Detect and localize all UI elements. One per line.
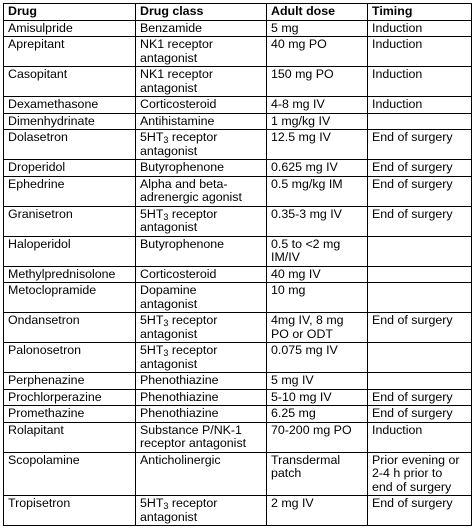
- cell-drug: [4, 20, 136, 37]
- table-row: [4, 422, 472, 452]
- cell-drug-text: Amisulpride: [8, 20, 73, 35]
- cell-drug: [4, 37, 136, 67]
- cell-drug-class: [136, 176, 267, 206]
- cell-drug-class: [136, 373, 267, 390]
- cell-drug-text: Palonosetron: [8, 343, 82, 357]
- cell-timing-text: End of surgery: [372, 406, 453, 420]
- cell-drug: [4, 176, 136, 206]
- table-row: [4, 67, 472, 97]
- cell-adult-dose-text: 2 mg IV: [271, 496, 314, 510]
- cell-drug-text: Dexamethasone: [8, 97, 99, 111]
- cell-drug-text: Dimenhydrinate: [8, 113, 95, 128]
- header-adult-dose: Adult dose: [267, 4, 368, 21]
- cell-drug-class: [136, 452, 267, 496]
- cell-adult-dose-text: Transdermal patch: [271, 452, 341, 480]
- cell-drug-class: [136, 422, 267, 452]
- cell-drug-class-text: Substance P/NK-1 receptor antagonist: [140, 422, 247, 450]
- cell-timing: [368, 266, 472, 283]
- cell-adult-dose-text: 0.5 to <2 mg IM/IV: [271, 236, 341, 264]
- cell-adult-dose-text: 70-200 mg PO: [271, 422, 352, 437]
- cell-adult-dose-text: 12.5 mg IV: [271, 130, 331, 144]
- cell-adult-dose-text: 0.625 mg IV: [271, 160, 338, 174]
- cell-timing: [368, 97, 472, 114]
- cell-adult-dose: [267, 113, 368, 130]
- cell-adult-dose: [267, 266, 368, 283]
- cell-adult-dose: [267, 97, 368, 114]
- cell-drug: [4, 313, 136, 343]
- cell-drug-text: Ephedrine: [8, 176, 65, 191]
- cell-drug-class-text: NK1 receptor antagonist: [140, 37, 214, 65]
- cell-adult-dose: [267, 422, 368, 452]
- cell-adult-dose: [267, 236, 368, 266]
- cell-adult-dose: [267, 206, 368, 236]
- cell-drug-class-text: Alpha and beta- adrenergic agonist: [140, 176, 242, 204]
- cell-timing: [368, 37, 472, 67]
- cell-adult-dose-text: 1 mg/kg IV: [271, 113, 331, 128]
- cell-adult-dose: [267, 406, 368, 423]
- cell-timing-text: Induction: [372, 20, 423, 35]
- cell-drug-class-text: Benzamide: [140, 20, 202, 35]
- cell-timing: [368, 343, 472, 373]
- cell-drug-class-text: Corticosteroid: [140, 266, 217, 281]
- cell-adult-dose-text: 0.075 mg IV: [271, 343, 338, 357]
- cell-timing-text: Induction: [372, 422, 423, 437]
- cell-drug: [4, 422, 136, 452]
- cell-timing-text: End of surgery: [372, 496, 453, 510]
- cell-adult-dose-text: 5 mg IV: [271, 373, 314, 387]
- cell-drug-text: Granisetron: [8, 206, 73, 221]
- cell-drug-class-text: Phenothiazine: [140, 389, 219, 404]
- cell-drug-class-text: Corticosteroid: [140, 97, 217, 111]
- cell-adult-dose: [267, 160, 368, 177]
- cell-timing-text: Induction: [372, 37, 423, 51]
- cell-drug-class-text: $5HT_3$ receptor antagonist: [140, 206, 218, 234]
- cell-timing: [368, 406, 472, 423]
- cell-adult-dose: [267, 37, 368, 67]
- cell-drug-class: [136, 266, 267, 283]
- cell-adult-dose: [267, 176, 368, 206]
- cell-drug-class-text: $5HT_3$ receptor antagonist: [140, 343, 218, 371]
- cell-drug-class: [136, 206, 267, 236]
- cell-adult-dose: [267, 130, 368, 160]
- cell-adult-dose-text: 150 mg PO: [271, 67, 334, 81]
- cell-timing: [368, 206, 472, 236]
- table-row: [4, 496, 472, 526]
- cell-adult-dose: [267, 496, 368, 526]
- cell-drug-class-text: $5HT_3$ receptor antagonist: [140, 313, 218, 341]
- cell-drug-class-text: Dopamine antagonist: [140, 283, 198, 311]
- cell-adult-dose: [267, 313, 368, 343]
- cell-drug-class-text: Butyrophenone: [140, 160, 225, 174]
- cell-drug-class: [136, 389, 267, 406]
- cell-adult-dose: [267, 283, 368, 313]
- cell-timing-text: End of surgery: [372, 313, 453, 327]
- cell-drug: [4, 160, 136, 177]
- cell-drug-class: [136, 496, 267, 526]
- cell-drug: [4, 67, 136, 97]
- cell-drug-class: [136, 406, 267, 423]
- cell-drug-class: [136, 160, 267, 177]
- cell-drug-class-text: Anticholinergic: [140, 452, 221, 467]
- cell-drug-class-text: NK1 receptor antagonist: [140, 67, 214, 95]
- cell-drug-class: [136, 283, 267, 313]
- cell-adult-dose-text: 0.35-3 mg IV: [271, 206, 342, 221]
- cell-adult-dose: [267, 67, 368, 97]
- cell-drug: [4, 389, 136, 406]
- cell-drug-class: [136, 20, 267, 37]
- cell-drug-text: Promethazine: [8, 406, 85, 420]
- table-row: [4, 236, 472, 266]
- table-row: [4, 97, 472, 114]
- table-row: [4, 343, 472, 373]
- cell-adult-dose-text: 5 mg: [271, 20, 299, 35]
- cell-adult-dose-text: 4-8 mg IV: [271, 97, 325, 111]
- table-body: [4, 20, 472, 526]
- cell-drug: [4, 406, 136, 423]
- cell-drug: [4, 452, 136, 496]
- table-row: [4, 373, 472, 390]
- cell-drug-class: [136, 313, 267, 343]
- table-row: [4, 130, 472, 160]
- cell-drug-class-text: Phenothiazine: [140, 373, 219, 387]
- cell-timing-text: Prior evening or 2-4 h prior to end of surgery: [372, 452, 460, 494]
- cell-drug-class-text: Butyrophenone: [140, 236, 225, 251]
- cell-drug-class: [136, 97, 267, 114]
- cell-timing: [368, 130, 472, 160]
- cell-adult-dose-text: 40 mg IV: [271, 266, 321, 281]
- cell-drug-class: [136, 37, 267, 67]
- cell-adult-dose: [267, 343, 368, 373]
- drug-table-container: [3, 3, 472, 526]
- cell-drug-text: Ondansetron: [8, 313, 80, 327]
- header-drug: Drug: [4, 4, 136, 21]
- header-row: [4, 4, 472, 21]
- cell-drug: [4, 130, 136, 160]
- cell-drug-text: Prochlorperazine: [8, 389, 102, 404]
- cell-adult-dose: [267, 20, 368, 37]
- cell-drug-text: Haloperidol: [8, 236, 71, 251]
- cell-adult-dose: [267, 452, 368, 496]
- table-row: [4, 452, 472, 496]
- table-row: [4, 20, 472, 37]
- cell-timing-text: End of surgery: [372, 389, 453, 404]
- cell-drug-class-text: Phenothiazine: [140, 406, 219, 420]
- antiemetic-drug-table: [3, 3, 472, 526]
- table-row: [4, 406, 472, 423]
- cell-timing: [368, 452, 472, 496]
- table-row: [4, 160, 472, 177]
- cell-timing: [368, 67, 472, 97]
- cell-drug-class-text: $5HT_3$ receptor antagonist: [140, 496, 218, 524]
- cell-drug-text: Methylprednisolone: [8, 266, 116, 281]
- cell-drug-class: [136, 67, 267, 97]
- cell-timing: [368, 496, 472, 526]
- cell-timing: [368, 422, 472, 452]
- cell-adult-dose-text: 10 mg: [271, 283, 306, 297]
- cell-drug-class: [136, 343, 267, 373]
- table-row: [4, 313, 472, 343]
- table-row: [4, 266, 472, 283]
- cell-adult-dose: [267, 373, 368, 390]
- cell-drug: [4, 206, 136, 236]
- table-row: [4, 113, 472, 130]
- cell-timing: [368, 160, 472, 177]
- cell-timing: [368, 20, 472, 37]
- cell-adult-dose: [267, 389, 368, 406]
- cell-drug-text: Rolapitant: [8, 422, 64, 437]
- cell-drug: [4, 113, 136, 130]
- cell-timing: [368, 236, 472, 266]
- cell-timing-text: End of surgery: [372, 130, 453, 144]
- cell-timing: [368, 176, 472, 206]
- cell-adult-dose-text: 4mg IV, 8 mg PO or ODT: [271, 313, 344, 341]
- header-drug-class: Drug class: [136, 4, 267, 21]
- cell-drug: [4, 343, 136, 373]
- cell-drug: [4, 496, 136, 526]
- cell-drug-class: [136, 113, 267, 130]
- table-row: [4, 389, 472, 406]
- cell-adult-dose-text: 40 mg PO: [271, 37, 327, 51]
- cell-drug-text: Aprepitant: [8, 37, 65, 51]
- table-row: [4, 283, 472, 313]
- cell-drug-text: Metoclopramide: [8, 283, 97, 297]
- cell-drug-text: Casopitant: [8, 67, 68, 81]
- cell-timing-text: End of surgery: [372, 176, 453, 191]
- cell-timing-text: End of surgery: [372, 206, 453, 221]
- cell-timing: [368, 113, 472, 130]
- table-row: [4, 176, 472, 206]
- table-row: [4, 37, 472, 67]
- cell-adult-dose-text: 5-10 mg IV: [271, 389, 332, 404]
- cell-drug-text: Tropisetron: [8, 496, 71, 510]
- header-timing: Timing: [368, 4, 472, 21]
- cell-drug-class: [136, 130, 267, 160]
- cell-drug-text: Dolasetron: [8, 130, 68, 144]
- cell-drug: [4, 266, 136, 283]
- cell-timing-text: Induction: [372, 97, 423, 111]
- cell-drug-class: [136, 236, 267, 266]
- cell-timing-text: Induction: [372, 67, 423, 81]
- table-row: [4, 206, 472, 236]
- cell-drug-text: Perphenazine: [8, 373, 85, 387]
- cell-timing-text: End of surgery: [372, 160, 453, 174]
- cell-drug: [4, 373, 136, 390]
- cell-drug-text: Scopolamine: [8, 452, 80, 467]
- cell-timing: [368, 373, 472, 390]
- cell-drug-class-text: Antihistamine: [140, 113, 215, 128]
- cell-adult-dose-text: 6.25 mg: [271, 406, 316, 420]
- cell-timing: [368, 283, 472, 313]
- cell-timing: [368, 389, 472, 406]
- cell-adult-dose-text: 0.5 mg/kg IM: [271, 176, 343, 191]
- cell-drug: [4, 97, 136, 114]
- cell-drug-text: Droperidol: [8, 160, 66, 174]
- cell-drug-class-text: $5HT_3$ receptor antagonist: [140, 130, 218, 158]
- cell-drug: [4, 283, 136, 313]
- cell-timing: [368, 313, 472, 343]
- cell-drug: [4, 236, 136, 266]
